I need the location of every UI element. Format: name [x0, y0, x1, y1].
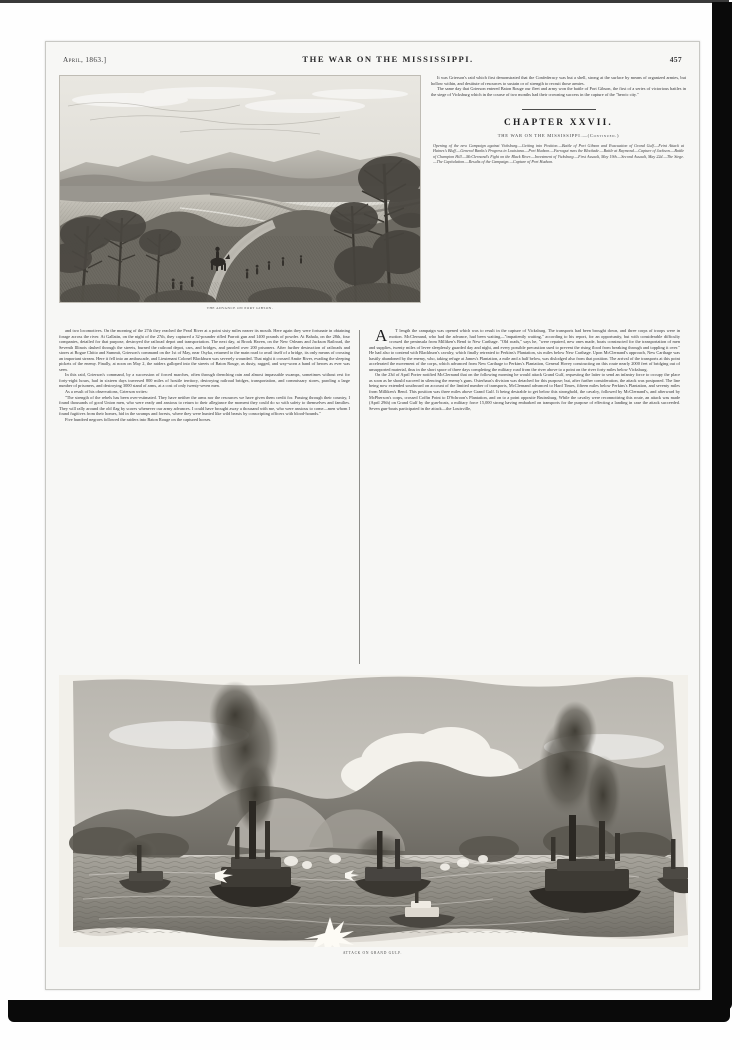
- top-edge-rule: [0, 0, 729, 3]
- intro-paragraphs: [431, 75, 686, 97]
- magazine-page: [45, 41, 700, 990]
- drop-cap-letter: A: [375, 326, 388, 345]
- plate-forest-road-wrapper: [59, 75, 421, 320]
- paragraph: and two locomotives. On the morning of the 27th they reached the Pearl River at a point sixty miles nearer its mouth. Here again they were fortunate in obtaining forage across the river. At Gallatin, on the night of the 27th, they captured a 32-pounder rifled Parrott gun and 1400 pounds of powder. At Bahala, on the 28th, four companies, detailed for that purpose, destroyed the railroad depot and transportation. The next day, at Brook Haven, on the New Orleans and Jackson Railroad, the Seventh Illinois dashed through the streets, burned the railroad depot, cars, and bridges, and paroled over 200 prisoners. After further destruction of railroads and stores at Bogue Chitto and Summit, Grierson's command on the 1st of May, near Osyka, returned to the main road to avail itself of a bridge, its only means of crossing an important stream. Here it fell into an ambuscade, and Lieutenant Colonel Blackburn was severely wounded. That night it crossed Amite River, evading the sleeping pickets of the enemy. Finally, at noon on May 2, the raiders galloped into the streets of Baton Rouge, as dusty, ragged, and way-worn a band of heroes as ever was seen.: [59, 328, 350, 372]
- chapter-rule: [522, 109, 596, 110]
- paragraph-with-dropcap: [369, 328, 680, 372]
- folio-date: April, 1863.]: [63, 56, 107, 64]
- page-edge-shadow-right: [712, 2, 732, 1010]
- body-column-left: [59, 328, 359, 666]
- paragraph-text: T length the campaign was opened which was to result in the capture of Vicksburg. The transports had been brought down, and three corps of troops were in motion. McClernand, who had the advance, had been waiting—"impatiently waiting," according to his report, for an opportunity, but with considerable difficulty crossed the peninsula from Milliken's Bend to New Carthage. "Old roads," says he, "were repaired, new ones made, boats constructed for the transportation of men and supplies, twenty miles of levee sleeplessly guarded day and night, and every possible precaution used to prevent the rising flood from breaking through and toppling it over." He had also to contend with Blackburn's cavalry, which finally retreated to Perkins's Plantation, six miles below New Carthage. Upon McClernand's approach, New Carthage was hastily abandoned by the enemy, who, taking refuge at James's Plantation, a mile and a half below, was dislodged also from that position. The arrival of the transports at this point accelerated the movement of the corps, which advanced from New Carthage to Perkins's Plantation, General Hovey constructing on this route nearly 2000 feet of bridging out of unsupported material, thus in the short space of three days completing the military road from the river above to a point on the river forty miles below Vicksburg.: [369, 328, 680, 372]
- running-head-title: THE WAR ON THE MISSISSIPPI.: [302, 54, 474, 64]
- grand-gulf-engraving: [59, 675, 688, 947]
- chapter-heading-block: [431, 109, 686, 164]
- body-column-right: [360, 328, 680, 666]
- paragraph: As a result of his observations, Grierson writes:: [65, 389, 148, 395]
- paragraph: It was Grierson's raid which first demonstrated that the Confederacy was but a shell, strong at the surface by means of organized armies, but hollow within, and destitute of resources to sustain or of strength to recruit those armies.: [431, 75, 686, 86]
- running-head: [59, 54, 686, 70]
- illustration-forest-road: [59, 75, 421, 303]
- upper-right-column: [431, 75, 686, 320]
- chapter-title: CHAPTER XXVII.: [504, 118, 613, 129]
- forest-road-engraving: [60, 76, 421, 303]
- paragraph: In this raid, Grierson's command, by a succession of forced marches, often through drenching rain and almost impassable swamps, sometimes without rest for forty-eight hours, had in sixteen days traversed 800 miles of hostile territory, destroying railroad bridges, transportation, and commissary stores, paroling a large number of prisoners, and destroying 3000 stand of arms, at a cost of only twenty-seven men.: [59, 372, 350, 389]
- paragraph: "The strength of the rebels has been over-estimated. They have neither the arms nor the resources we have given them credit for. Passing through their country, I found thousands of good Union men, who were ready and anxious to return to their allegiance the moment they could do so with safety to themselves and families. They will rally around the old flag by scores whenever our army advances. I could have brought away a thousand with me, who were anxious to come—men whom I found fugitives from their homes, hid in the swamps and forests, where they were hunted like wild beasts by conscripting officers with blood-hounds.": [59, 394, 350, 417]
- plate-grand-gulf-wrapper: [59, 675, 686, 955]
- page-edge-shadow-bottom: [8, 1000, 730, 1022]
- caption-grand-gulf: ATTACK ON GRAND GULF.: [342, 951, 403, 955]
- chapter-subtitle: THE WAR ON THE MISSISSIPPI.—(Continued.): [497, 133, 620, 139]
- paragraph: The same day that Grierson entered Baton Rouge our fleet and army won the battle of Port Gibson, the first of a series of victorious battles in the siege of Vicksburg which in the course of two months had their crowning success in the capture of the "heroic city.": [431, 86, 686, 97]
- paragraph: Five hundred negroes followed the raiders into Baton Rouge on the captured horses.: [65, 416, 212, 422]
- paragraph: On the 23d of April Porter notified McClernand that on the following morning he would attack Grand Gulf, requesting the latter to send an infantry force to occupy the place as soon as he should succeed in silencing the enemy's guns. Osterhaus's division was detached for this purpose; but, after further consideration, the attack was postponed. The line being now extended southward on account of the limited number of transports, McClernand advanced to Hard Times, fifteen miles below Perkins's Plantation, and seventy miles from Milliken's Bend. This position was three miles above Grand Gulf. It being desirable to get below this stronghold, the cavalry, followed by McClernand's, and afterward by McPherson's corps, crossed Coffin Point to D'Schroon's Plantation, and on to a point opposite Bruinsburg. While the cavalry were reconnoitring this route, an attack was made (April 29th) on Grand Gulf by the gun-boats, a military force 15,000 strong having embarked on transports for the purpose of effecting a landing in case the attack succeeded. Seven gun-boats participated in the attack—the Louisville,: [369, 372, 680, 411]
- caption-forest-road: THE ADVANCE ON PORT GIBSON.: [206, 306, 274, 310]
- illustration-grand-gulf-attack: [59, 675, 688, 947]
- upper-zone: [59, 75, 686, 320]
- page-number: 457: [669, 55, 682, 64]
- chapter-synopsis: Opening of the new Campaign against Vicksburg.—Getting into Position.—Battle of Port Gibson and Evacuation of Grand Gulf.—Feint Attack at Haines's Bluff.—General Banks's Progress in Louisiana.—Port Hudson.—Farragut runs the Blockade.—Battle at Raymond.—Capture of Jackson.—Battle of Champion Hill.—McClernand's Fight on the Black River.—Investment of Vicksburg.—First Assault, May 19th.—Second Assault, May 22d.—The Siege.—The Capitulation.—Results of the Campaign.—Capture of Port Hudson.: [433, 143, 684, 165]
- two-column-body: [59, 328, 686, 666]
